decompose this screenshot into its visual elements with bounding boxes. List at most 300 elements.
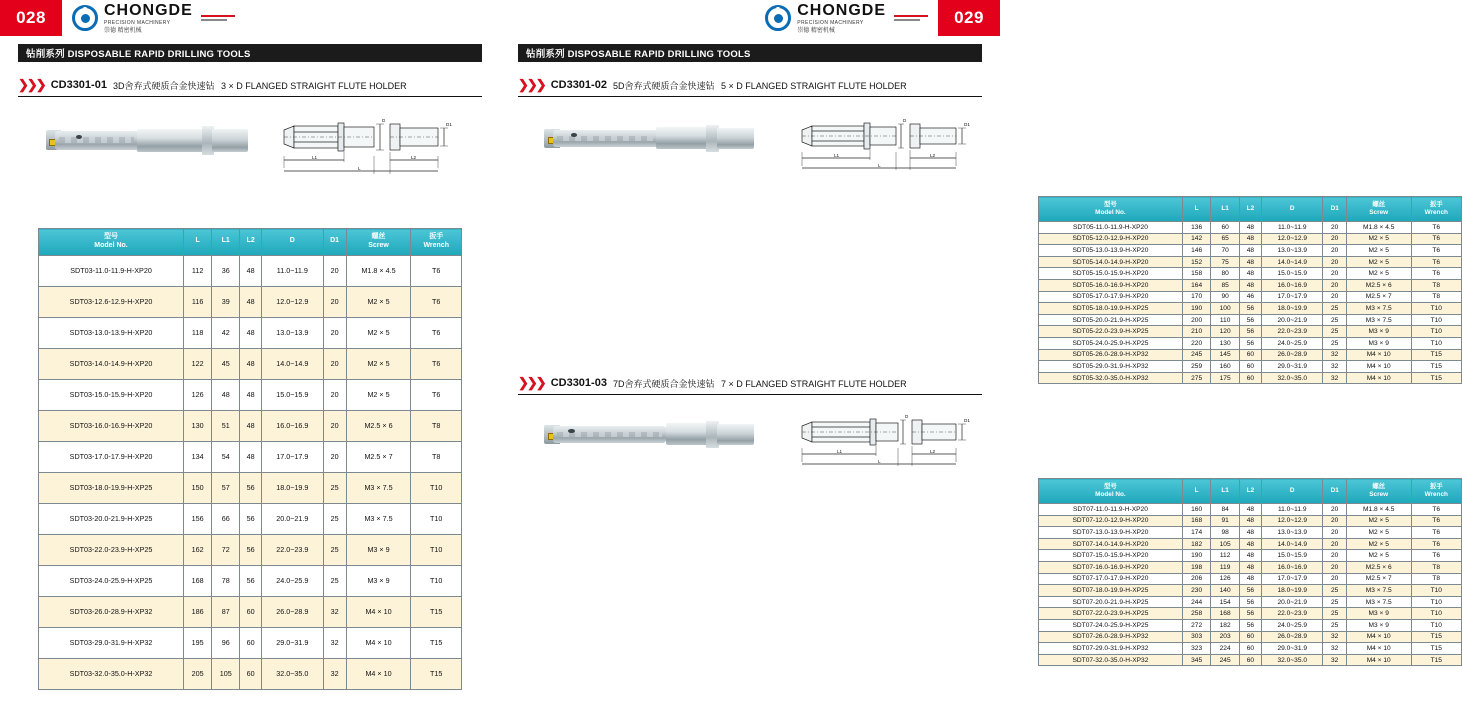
table-cell: 22.0~23.9 — [262, 534, 324, 565]
table-cell: 84 — [1211, 504, 1239, 516]
table-cell: M3 × 7.5 — [1346, 303, 1411, 315]
table-cell: M4 × 10 — [1346, 631, 1411, 643]
table-cell: 120 — [1211, 326, 1239, 338]
table-cell: SDT07-22.0-23.9-H-XP25 — [1039, 608, 1183, 620]
table-cell: M2 × 5 — [1346, 233, 1411, 245]
table-cell: 11.0~11.9 — [1262, 222, 1323, 234]
table-cell: 205 — [184, 658, 212, 689]
table-cell: M3 × 9 — [346, 565, 411, 596]
col-model: 型号 Model No. — [1039, 197, 1183, 222]
table-cell: 60 — [240, 627, 262, 658]
table-cell: 48 — [1239, 268, 1261, 280]
table-cell: T6 — [411, 286, 462, 317]
product-title-cn: 5D舍弃式硬质合金快速钻 — [612, 80, 715, 91]
table-cell: 130 — [1211, 337, 1239, 349]
table-cell: SDT07-11.0-11.9-H-XP20 — [1039, 504, 1183, 516]
product-photo-cd3301-01 — [42, 110, 252, 172]
table-cell: 259 — [1182, 361, 1210, 373]
table-cell: SDT05-29.0-31.9-H-XP32 — [1039, 361, 1183, 373]
table-row — [1039, 654, 1462, 666]
table-cell: 105 — [212, 658, 240, 689]
logo-stripes-icon — [894, 15, 928, 21]
table-cell: T6 — [1411, 222, 1461, 234]
product-photo-cd3301-02 — [540, 110, 758, 168]
table-cell: SDT07-14.0-14.9-H-XP20 — [1039, 538, 1183, 550]
table-cell: M2.5 × 6 — [1346, 279, 1411, 291]
col-screw: 螺丝 Screw — [346, 229, 411, 256]
table-cell: 170 — [1182, 291, 1210, 303]
table-cell: 25 — [1323, 314, 1346, 326]
table-row — [1039, 233, 1462, 245]
table-row — [1039, 573, 1462, 585]
table-cell: T8 — [411, 410, 462, 441]
table-cell: 112 — [1211, 550, 1239, 562]
table-cell: 48 — [1239, 245, 1261, 257]
table-cell: 48 — [1239, 550, 1261, 562]
table-cell: 48 — [1239, 279, 1261, 291]
table-row — [1039, 222, 1462, 234]
table-cell: 91 — [1211, 515, 1239, 527]
table-cell: M4 × 10 — [1346, 349, 1411, 361]
table-cell: 16.0~16.9 — [1262, 561, 1323, 573]
table-cell: T10 — [1411, 303, 1461, 315]
table-cell: SDT07-13.0-13.9-H-XP20 — [1039, 527, 1183, 539]
table-cell: 72 — [212, 534, 240, 565]
table-cell: 245 — [1211, 654, 1239, 666]
table-cell: 126 — [1211, 573, 1239, 585]
col-L1: L1 — [1211, 197, 1239, 222]
table-cell: 168 — [1211, 608, 1239, 620]
table-row — [39, 534, 462, 565]
spec-table-cd3301-03 — [1038, 478, 1462, 666]
table-cell: M2.5 × 6 — [1346, 561, 1411, 573]
table-cell: 17.0~17.9 — [262, 441, 324, 472]
table-cell: 26.0~28.9 — [1262, 631, 1323, 643]
table-cell: 230 — [1182, 585, 1210, 597]
table-cell: 32 — [1323, 631, 1346, 643]
table-cell: 60 — [1239, 643, 1261, 655]
table-cell: T15 — [1411, 349, 1461, 361]
table-row — [1039, 608, 1462, 620]
col-wrench: 扳手 Wrench — [1411, 479, 1461, 504]
table-cell: 60 — [1211, 222, 1239, 234]
table-cell: T6 — [1411, 256, 1461, 268]
table-row — [39, 565, 462, 596]
table-cell: M3 × 7.5 — [346, 503, 411, 534]
table-cell: 16.0~16.9 — [1262, 279, 1323, 291]
technical-drawing-cd3301-02 — [792, 108, 982, 184]
table-cell: 25 — [1323, 326, 1346, 338]
table-cell: T6 — [411, 379, 462, 410]
table-cell: 78 — [212, 565, 240, 596]
table-cell: SDT03-11.0-11.9-H-XP20 — [39, 255, 184, 286]
table-cell: 20 — [1323, 256, 1346, 268]
page-right — [500, 0, 1448, 707]
brand-name: CHONGDE — [104, 1, 193, 19]
table-cell: SDT05-15.0-15.9-H-XP20 — [1039, 268, 1183, 280]
table-cell: 20 — [1323, 233, 1346, 245]
table-cell: M2.5 × 6 — [346, 410, 411, 441]
table-cell: 195 — [184, 627, 212, 658]
table-row — [1039, 337, 1462, 349]
table-cell: T10 — [411, 503, 462, 534]
product-code: CD3301-03 — [550, 377, 607, 389]
table-cell: 51 — [212, 410, 240, 441]
table-cell: M2 × 5 — [1346, 538, 1411, 550]
table-cell: M3 × 9 — [1346, 326, 1411, 338]
table-cell: SDT03-13.0-13.9-H-XP20 — [39, 317, 184, 348]
table-cell: T6 — [411, 317, 462, 348]
table-row — [1039, 631, 1462, 643]
brand-subtitle: PRECISION MACHINERY — [104, 19, 171, 26]
table-cell: 25 — [1323, 596, 1346, 608]
table-cell: 203 — [1211, 631, 1239, 643]
table-row — [39, 627, 462, 658]
table-cell: 258 — [1182, 608, 1210, 620]
col-D: D — [1262, 479, 1323, 504]
table-cell: T10 — [1411, 608, 1461, 620]
table-row — [1039, 538, 1462, 550]
table-cell: M2 × 5 — [1346, 256, 1411, 268]
col-D: D — [262, 229, 324, 256]
technical-drawing-cd3301-01 — [270, 108, 470, 188]
col-L1: L1 — [1211, 479, 1239, 504]
table-row — [39, 441, 462, 472]
table-cell: SDT05-12.0-12.9-H-XP20 — [1039, 233, 1183, 245]
table-cell: SDT05-11.0-11.9-H-XP20 — [1039, 222, 1183, 234]
table-cell: SDT05-14.0-14.9-H-XP20 — [1039, 256, 1183, 268]
table-cell: T6 — [1411, 515, 1461, 527]
table-cell: 25 — [323, 534, 346, 565]
table-cell: 12.0~12.9 — [1262, 233, 1323, 245]
table-cell: T6 — [1411, 527, 1461, 539]
table-cell: 56 — [1239, 619, 1261, 631]
table-cell: 17.0~17.9 — [1262, 291, 1323, 303]
table-cell: T15 — [1411, 643, 1461, 655]
table-cell: 130 — [184, 410, 212, 441]
table-cell: 25 — [1323, 585, 1346, 597]
table-cell: 24.0~25.9 — [1262, 337, 1323, 349]
table-row — [1039, 279, 1462, 291]
page-left — [0, 0, 500, 707]
table-cell: 16.0~16.9 — [262, 410, 324, 441]
table-cell: 20 — [323, 317, 346, 348]
table-cell: 48 — [1239, 538, 1261, 550]
table-cell: 14.0~14.9 — [262, 348, 324, 379]
product-photo-cd3301-03 — [540, 406, 758, 464]
table-cell: 13.0~13.9 — [1262, 245, 1323, 257]
table-cell: 126 — [184, 379, 212, 410]
brand-name-cn: 崇德 精密机械 — [797, 27, 835, 34]
product-code: CD3301-01 — [50, 79, 107, 91]
table-cell: 60 — [1239, 654, 1261, 666]
table-cell: 20 — [1323, 527, 1346, 539]
table-cell: 25 — [323, 472, 346, 503]
table-cell: 32 — [1323, 349, 1346, 361]
table-cell: M3 × 9 — [346, 534, 411, 565]
table-cell: 24.0~25.9 — [1262, 619, 1323, 631]
table-cell: 119 — [1211, 561, 1239, 573]
table-cell: 25 — [1323, 619, 1346, 631]
table-cell: T10 — [1411, 619, 1461, 631]
dim-label-L: L — [358, 166, 361, 171]
table-cell: T6 — [1411, 245, 1461, 257]
section-title-left: 钻削系列 DISPOSABLE RAPID DRILLING TOOLS — [18, 44, 482, 62]
table-cell: M2 × 5 — [1346, 515, 1411, 527]
table-row — [1039, 596, 1462, 608]
table-row — [39, 379, 462, 410]
table-cell: M3 × 7.5 — [346, 472, 411, 503]
col-model: 型号 Model No. — [39, 229, 184, 256]
table-row — [1039, 527, 1462, 539]
table-cell: 160 — [1211, 361, 1239, 373]
table-cell: 190 — [1182, 550, 1210, 562]
table-cell: 60 — [240, 658, 262, 689]
table-cell: 200 — [1182, 314, 1210, 326]
table-cell: T6 — [1411, 538, 1461, 550]
brand-logo-right — [765, 3, 928, 33]
table-cell: 182 — [1211, 619, 1239, 631]
chevron-right-icon: ❯❯❯ — [18, 77, 45, 92]
table-cell: 32 — [323, 627, 346, 658]
table-cell: 54 — [212, 441, 240, 472]
table-cell: SDT03-29.0-31.9-H-XP32 — [39, 627, 184, 658]
table-cell: 13.0~13.9 — [262, 317, 324, 348]
table-cell: 18.0~19.9 — [1262, 303, 1323, 315]
table-cell: 198 — [1182, 561, 1210, 573]
dim-label-D1: D1 — [446, 122, 452, 127]
table-row — [1039, 245, 1462, 257]
chevron-right-icon: ❯❯❯ — [518, 375, 545, 390]
brand-name-cn: 崇德 精密机械 — [104, 27, 142, 34]
table-cell: 11.0~11.9 — [1262, 504, 1323, 516]
table-row — [39, 348, 462, 379]
table-row — [1039, 643, 1462, 655]
table-cell: 244 — [1182, 596, 1210, 608]
table-cell: 158 — [1182, 268, 1210, 280]
table-cell: 20 — [1323, 550, 1346, 562]
table-cell: T10 — [1411, 326, 1461, 338]
table-cell: 20.0~21.9 — [1262, 596, 1323, 608]
table-cell: 24.0~25.9 — [262, 565, 324, 596]
table-cell: 12.0~12.9 — [262, 286, 324, 317]
table-cell: SDT05-22.0-23.9-H-XP25 — [1039, 326, 1183, 338]
dim-label-L1: L1 — [312, 155, 318, 160]
table-cell: 20 — [1323, 504, 1346, 516]
product-heading-cd3301-03 — [518, 372, 982, 394]
table-row — [1039, 303, 1462, 315]
table-cell: 20 — [323, 410, 346, 441]
table-cell: 29.0~31.9 — [262, 627, 324, 658]
table-cell: 32.0~35.0 — [1262, 654, 1323, 666]
table-cell: 162 — [184, 534, 212, 565]
table-cell: 15.0~15.9 — [262, 379, 324, 410]
table-cell: 39 — [212, 286, 240, 317]
table-cell: 20 — [1323, 538, 1346, 550]
table-cell: 48 — [1239, 561, 1261, 573]
table-cell: M1.8 × 4.5 — [1346, 504, 1411, 516]
table-cell: 98 — [1211, 527, 1239, 539]
table-cell: SDT03-12.6-12.9-H-XP20 — [39, 286, 184, 317]
table-cell: T10 — [411, 565, 462, 596]
table-cell: 56 — [1239, 585, 1261, 597]
product-title-en: 7 × D FLANGED STRAIGHT FLUTE HOLDER — [720, 378, 907, 389]
table-cell: 25 — [1323, 608, 1346, 620]
table-cell: 20 — [1323, 279, 1346, 291]
table-cell: 20 — [323, 379, 346, 410]
table-cell: SDT07-20.0-21.9-H-XP25 — [1039, 596, 1183, 608]
table-cell: 75 — [1211, 256, 1239, 268]
table-cell: 60 — [240, 596, 262, 627]
table-cell: M1.8 × 4.5 — [1346, 222, 1411, 234]
table-cell: 20.0~21.9 — [262, 503, 324, 534]
dim-label-L: L — [878, 459, 881, 464]
col-screw: 螺丝 Screw — [1346, 197, 1411, 222]
col-D1: D1 — [1323, 479, 1346, 504]
table-cell: M4 × 10 — [1346, 643, 1411, 655]
table-cell: 15.0~15.9 — [1262, 550, 1323, 562]
table-cell: M4 × 10 — [1346, 372, 1411, 384]
table-cell: SDT03-20.0-21.9-H-XP25 — [39, 503, 184, 534]
dim-label-D1: D1 — [964, 418, 970, 423]
table-cell: 156 — [184, 503, 212, 534]
table-row — [39, 596, 462, 627]
table-cell: 14.0~14.9 — [1262, 256, 1323, 268]
table-cell: 182 — [1182, 538, 1210, 550]
table-cell: 100 — [1211, 303, 1239, 315]
table-cell: SDT07-15.0-15.9-H-XP20 — [1039, 550, 1183, 562]
table-cell: M2 × 5 — [346, 317, 411, 348]
dim-label-D1: D1 — [964, 122, 970, 127]
table-cell: 14.0~14.9 — [1262, 538, 1323, 550]
brand-subtitle: PRECISION MACHINERY — [797, 19, 864, 26]
table-cell: 36 — [212, 255, 240, 286]
table-cell: 48 — [1239, 233, 1261, 245]
table-row — [1039, 619, 1462, 631]
product-code: CD3301-02 — [550, 79, 607, 91]
table-cell: 25 — [323, 565, 346, 596]
table-row — [39, 472, 462, 503]
table-cell: 60 — [1239, 631, 1261, 643]
table-cell: T6 — [1411, 268, 1461, 280]
table-cell: T6 — [1411, 550, 1461, 562]
table-cell: 142 — [1182, 233, 1210, 245]
col-L2: L2 — [240, 229, 262, 256]
table-cell: 190 — [1182, 303, 1210, 315]
table-cell: 20 — [1323, 561, 1346, 573]
table-cell: SDT05-16.0-16.9-H-XP20 — [1039, 279, 1183, 291]
table-cell: 60 — [1239, 372, 1261, 384]
table-cell: M3 × 7.5 — [1346, 314, 1411, 326]
table-cell: 110 — [1211, 314, 1239, 326]
table-cell: 150 — [184, 472, 212, 503]
table-cell: M2.5 × 7 — [1346, 291, 1411, 303]
table-cell: 146 — [1182, 245, 1210, 257]
spec-table-cd3301-01 — [38, 228, 462, 690]
table-cell: 25 — [323, 503, 346, 534]
table-cell: 45 — [212, 348, 240, 379]
product-title-cn: 3D舍弃式硬质合金快速钻 — [112, 80, 215, 91]
dim-label-D: D — [903, 118, 907, 123]
table-cell: 20 — [323, 255, 346, 286]
table-cell: 20 — [1323, 245, 1346, 257]
table-cell: 20 — [323, 348, 346, 379]
table-cell: 70 — [1211, 245, 1239, 257]
table-cell: 90 — [1211, 291, 1239, 303]
table-cell: 48 — [240, 441, 262, 472]
table-cell: 174 — [1182, 527, 1210, 539]
table-cell: 206 — [1182, 573, 1210, 585]
table-cell: 60 — [1239, 349, 1261, 361]
table-row — [1039, 326, 1462, 338]
table-cell: SDT07-29.0-31.9-H-XP32 — [1039, 643, 1183, 655]
table-cell: 18.0~19.9 — [1262, 585, 1323, 597]
table-cell: 15.0~15.9 — [1262, 268, 1323, 280]
col-L2: L2 — [1239, 197, 1261, 222]
dim-label-D: D — [382, 118, 386, 123]
table-cell: 145 — [1211, 349, 1239, 361]
table-cell: T8 — [1411, 291, 1461, 303]
col-L1: L1 — [212, 229, 240, 256]
table-cell: 32 — [323, 658, 346, 689]
table-cell: 303 — [1182, 631, 1210, 643]
table-cell: 85 — [1211, 279, 1239, 291]
table-cell: T15 — [411, 627, 462, 658]
table-cell: 164 — [1182, 279, 1210, 291]
table-cell: T15 — [411, 658, 462, 689]
table-cell: 272 — [1182, 619, 1210, 631]
table-cell: 20.0~21.9 — [1262, 314, 1323, 326]
table-row — [1039, 585, 1462, 597]
table-cell: 56 — [1239, 608, 1261, 620]
table-cell: 210 — [1182, 326, 1210, 338]
table-cell: M3 × 9 — [1346, 608, 1411, 620]
table-cell: 48 — [240, 379, 262, 410]
table-cell: 25 — [1323, 337, 1346, 349]
table-cell: SDT05-20.0-21.9-H-XP25 — [1039, 314, 1183, 326]
table-cell: SDT05-18.0-19.9-H-XP25 — [1039, 303, 1183, 315]
table-row — [1039, 256, 1462, 268]
table-cell: M4 × 10 — [1346, 361, 1411, 373]
table-cell: T15 — [1411, 631, 1461, 643]
table-row — [1039, 561, 1462, 573]
table-cell: 134 — [184, 441, 212, 472]
table-cell: SDT05-26.0-28.9-H-XP32 — [1039, 349, 1183, 361]
table-cell: 57 — [212, 472, 240, 503]
col-model: 型号 Model No. — [1039, 479, 1183, 504]
table-row — [39, 317, 462, 348]
table-row — [39, 255, 462, 286]
table-cell: 56 — [1239, 303, 1261, 315]
table-cell: 160 — [1182, 504, 1210, 516]
col-L2: L2 — [1239, 479, 1261, 504]
col-D: D — [1262, 197, 1323, 222]
table-cell: SDT07-26.0-28.9-H-XP32 — [1039, 631, 1183, 643]
table-cell: T15 — [1411, 654, 1461, 666]
table-cell: T10 — [411, 472, 462, 503]
table-cell: 168 — [184, 565, 212, 596]
table-cell: 48 — [1239, 504, 1261, 516]
table-cell: T8 — [1411, 279, 1461, 291]
table-cell: 29.0~31.9 — [1262, 643, 1323, 655]
table-cell: 20 — [323, 441, 346, 472]
table-cell: 20 — [323, 286, 346, 317]
col-D1: D1 — [1323, 197, 1346, 222]
table-cell: 87 — [212, 596, 240, 627]
table-cell: SDT03-14.0-14.9-H-XP20 — [39, 348, 184, 379]
table-cell: 66 — [212, 503, 240, 534]
table-cell: SDT03-22.0-23.9-H-XP25 — [39, 534, 184, 565]
